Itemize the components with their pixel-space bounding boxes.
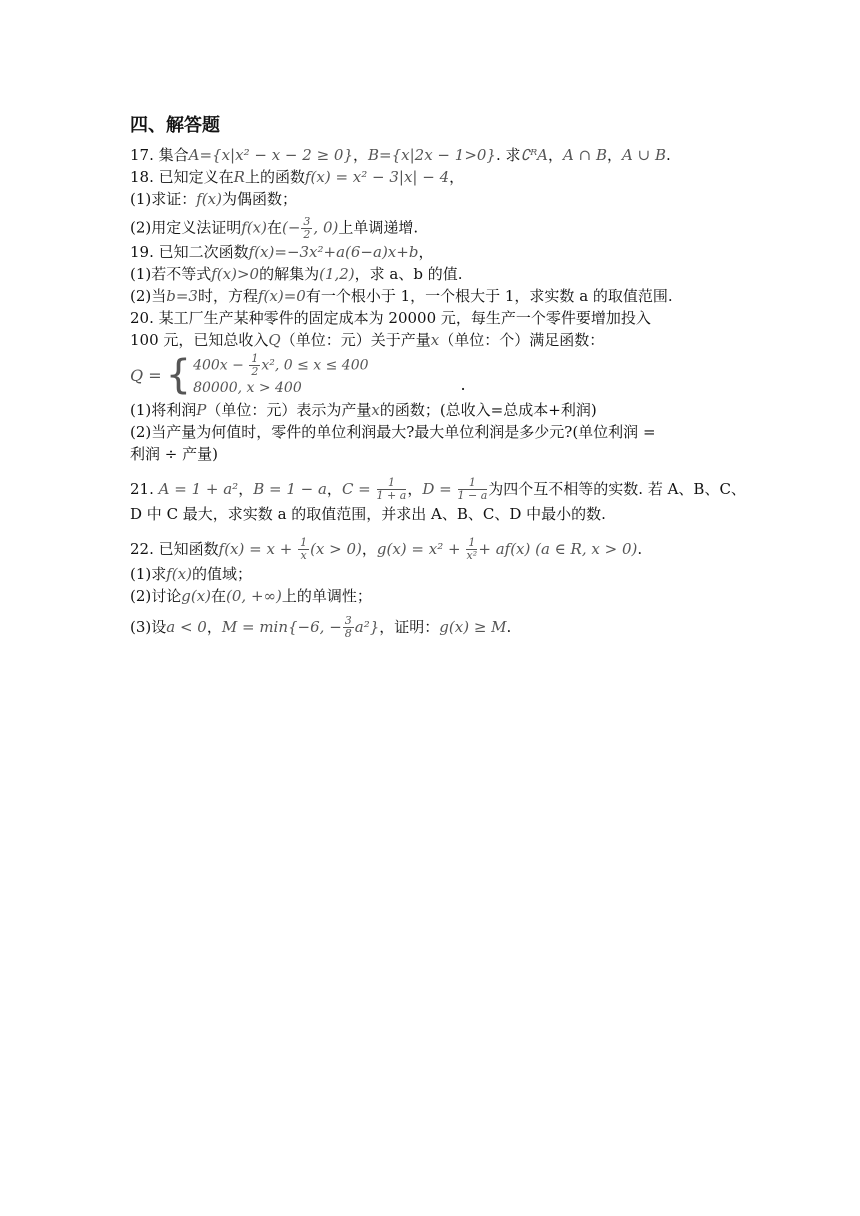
q17-intersection: A ∩ B (563, 146, 608, 164)
q17-set-a: A={x|x² − x − 2 ≥ 0} (188, 146, 353, 164)
q21-text: 为四个互不相等的实数. 若 A、B、C、 (488, 480, 746, 498)
q22-p3-sep: ， (206, 618, 222, 636)
q17-union: A ∪ B (622, 146, 666, 164)
q18-frac-den: 2 (303, 228, 311, 241)
q20-case-1-fraction (249, 353, 260, 378)
q21-d-den: 1 − a (457, 488, 488, 502)
q20-part-1 (130, 399, 740, 421)
q22-p2-gx: g(x) (181, 587, 212, 605)
q18-p2-text-3: 上单调递增. (338, 218, 419, 237)
q20-cases (193, 353, 368, 398)
q22-p3-text: (3)设 (130, 618, 167, 636)
q19-part-1 (130, 263, 740, 285)
q21-c-num: 1 (377, 477, 407, 490)
q18-real-set: R (233, 168, 245, 186)
q18-interval-fraction (301, 216, 312, 241)
q21-a: A = 1 + a² (158, 480, 239, 498)
document-page (130, 112, 746, 641)
q20-text-line-1: 某工厂生产某种零件的固定成本为 20000 元，每生产一个零件要增加投入 (158, 309, 651, 327)
q22-p3-end: . (506, 618, 512, 636)
q18-end: ， (449, 168, 465, 186)
q20-line-2 (130, 329, 740, 351)
q18-interval-right: , 0) (313, 218, 339, 237)
q18-p1-text-2: 为偶函数； (221, 190, 297, 208)
q20-frac-num: 1 (251, 351, 259, 365)
q22-p3-den: 8 (344, 626, 352, 640)
q21-sep-1: ， (238, 480, 254, 498)
question-21 (130, 475, 746, 503)
q22-p2-text-2: 在 (211, 587, 227, 605)
q20-p1-text-3: 的函数；(总收入=总成本+利润) (379, 401, 597, 419)
q20-case-1 (193, 353, 368, 378)
q19-p1-text: (1)若不等式 (130, 265, 212, 283)
q22-f-fraction (298, 537, 309, 562)
q18-text-2: 上的函数 (244, 168, 305, 186)
q22-p3-inequality: g(x) ≥ M (439, 618, 507, 636)
q17-sep: ， (353, 146, 369, 164)
q20-var-p: P (196, 401, 207, 419)
q19-p2-equation: f(x)=0 (257, 287, 306, 305)
q22-f-domain: (x > 0) (310, 540, 362, 558)
q17-text: 集合 (158, 146, 189, 164)
q20-case-1a: 400x − (193, 357, 244, 373)
q21-d-num: 1 (458, 477, 488, 490)
q20-piecewise-function (130, 353, 740, 397)
q18-p1-text: (1)求证： (130, 190, 197, 208)
q20-p1-text-2: （单位：元）表示为产量 (206, 401, 372, 419)
q20-number: 20. (130, 309, 154, 327)
q22-text: 已知函数 (158, 540, 219, 558)
q18-p2-text-2: 在 (266, 218, 282, 237)
q20-part-2-cont: 利润 ÷ 产量) (130, 445, 218, 463)
q22-p3-fraction (343, 615, 354, 640)
q22-number: 22. (130, 540, 154, 558)
q17-number: 17. (130, 146, 154, 164)
q20-case-2: 80000, x > 400 (193, 379, 302, 396)
q21-c-label: C = (341, 480, 371, 498)
q21-d-label: D = (422, 480, 452, 498)
q18-p1-fx: f(x) (196, 190, 222, 208)
q20-text-2a: 100 元，已知总收入 (130, 331, 269, 349)
left-brace-icon: { (165, 352, 192, 398)
q22-g-fraction (466, 537, 477, 562)
q18-frac-num: 3 (303, 215, 311, 228)
q22-f-den: x (300, 548, 307, 562)
q17-set-b: B={x|2x − 1>0} (368, 146, 496, 164)
q21-d-fraction (458, 477, 488, 502)
q20-part-2: (2)当产量为何值时，零件的单位利润最大?最大单位利润是多少元?(单位利润 = (130, 423, 656, 441)
q19-p2-text: (2)当 (130, 287, 167, 305)
q22-f-part-1: f(x) = x + (218, 540, 293, 558)
q22-part-3 (130, 613, 740, 641)
q18-p2-fx: f(x) (241, 218, 267, 237)
q20-p1-text: (1)将利润 (130, 401, 197, 419)
q21-sep-2: ， (326, 480, 342, 498)
q22-end: . (637, 540, 643, 558)
q21-b: B = 1 − a (253, 480, 327, 498)
q22-p3-m-part-2: a²} (354, 618, 380, 636)
q21-line-2: D 中 C 最大，求实数 a 的取值范围，并求出 A、B、C、D 中最小的数. (130, 505, 606, 523)
q19-p2-text-3: 有一个根小于 1，一个根大于 1，求实数 a 的取值范围. (305, 287, 673, 305)
q17-sep-3: ， (607, 146, 623, 164)
q20-var-q: Q (268, 331, 281, 349)
q17-sep-2: ， (548, 146, 564, 164)
q22-p2-text: (2)讨论 (130, 587, 182, 605)
q19-end: ， (418, 243, 434, 261)
q22-sep: ， (361, 540, 377, 558)
q22-p3-text-2: ，证明： (379, 618, 440, 636)
q20-q-equals: Q = (130, 365, 162, 385)
question-20 (130, 307, 740, 329)
q19-p2-condition: b=3 (166, 287, 198, 305)
q22-p1-text: (1)求 (130, 565, 167, 583)
q18-number: 18. (130, 168, 154, 186)
q19-text: 已知二次函数 (158, 243, 249, 261)
q22-g-num: 1 (468, 535, 476, 549)
q21-c-den: 1 + a (376, 488, 407, 502)
q18-p2-text: (2)用定义法证明 (130, 218, 242, 237)
question-17 (130, 144, 740, 166)
question-22 (130, 535, 740, 563)
q20-period: . (460, 374, 466, 394)
q20-text-2b: （单位：元）关于产量 (280, 331, 431, 349)
q19-function: f(x)=−3x²+a(6−a)x+b (248, 243, 419, 261)
q18-part-2 (130, 216, 740, 241)
q17-complement: ∁ᴿA (520, 146, 549, 164)
question-18 (130, 166, 740, 188)
q22-p3-m-part-1: M = min{−6, − (221, 618, 342, 636)
q19-p1-inequality: f(x)>0 (211, 265, 260, 283)
q22-p1-fx: f(x) (166, 565, 192, 583)
q20-p1-var-x: x (371, 401, 380, 419)
q20-text-2c: （单位：个）满足函数： (439, 331, 605, 349)
q21-number: 21. (130, 480, 154, 498)
q19-number: 19. (130, 243, 154, 261)
q22-p1-text-2: 的值域； (191, 565, 252, 583)
q22-g-part-1: g(x) = x² + (376, 540, 461, 558)
section-title: 四、解答题 (130, 115, 220, 136)
q18-interval-left: (− (281, 218, 301, 237)
q22-g-part-2: + af(x) (a ∈ R, x > 0) (478, 540, 638, 558)
q21-c-fraction (377, 477, 407, 502)
q18-text: 已知定义在 (158, 168, 234, 186)
q19-p2-text-2: 时，方程 (197, 287, 258, 305)
q22-p2-text-3: 上的单调性； (281, 587, 372, 605)
q22-p2-interval: (0, +∞) (226, 587, 282, 605)
q22-f-num: 1 (300, 535, 308, 549)
q20-var-x: x (430, 331, 440, 349)
q19-p1-text-2: 的解集为 (259, 265, 320, 283)
q22-p3-condition: a < 0 (166, 618, 207, 636)
q19-p1-text-3: ，求 a、b 的值. (354, 265, 463, 283)
q17-end: . (666, 146, 671, 164)
q22-g-den: x² (466, 548, 478, 562)
q20-frac-den: 2 (251, 364, 259, 378)
q22-part-2 (130, 585, 740, 607)
q19-p1-solution-set: (1,2) (319, 265, 355, 283)
q22-part-1 (130, 563, 740, 585)
q17-text-2: . 求 (495, 146, 521, 164)
q19-part-2 (130, 285, 740, 307)
q22-p3-num: 3 (344, 613, 352, 627)
q18-function: f(x) = x² − 3|x| − 4 (304, 168, 450, 186)
q18-part-1 (130, 188, 740, 210)
question-19 (130, 241, 740, 263)
q18-interval (282, 216, 338, 241)
q20-case-1b: x², 0 ≤ x ≤ 400 (261, 357, 369, 373)
q21-sep-3: ， (407, 480, 423, 498)
